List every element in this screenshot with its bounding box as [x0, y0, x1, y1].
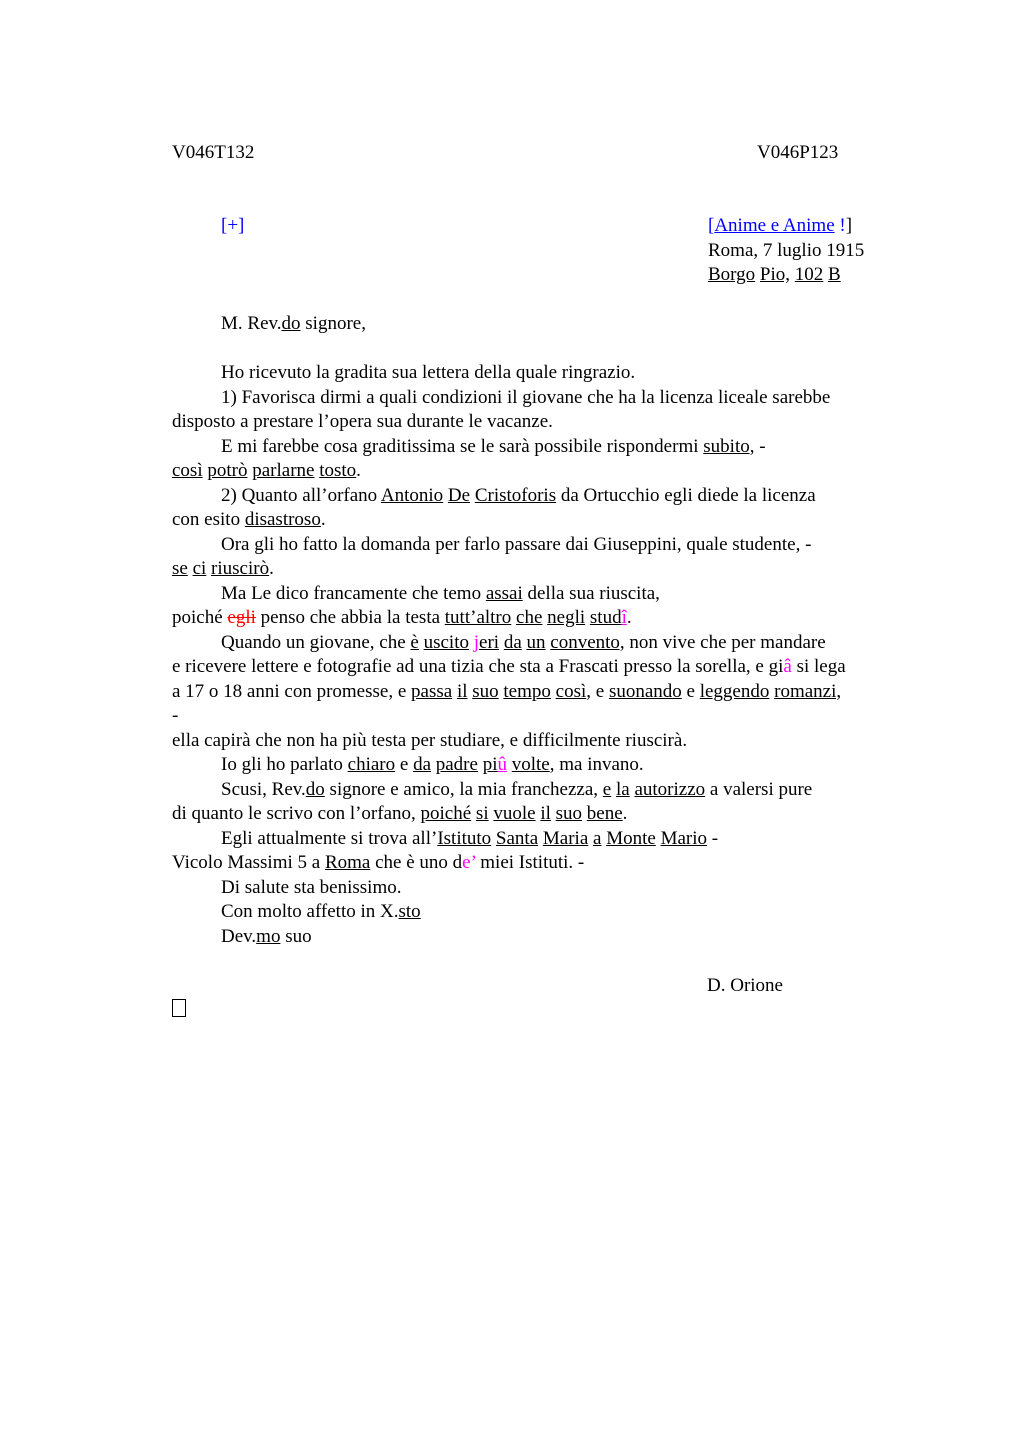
text-segment: convento, [550, 631, 625, 653]
text-segment: se [172, 558, 188, 579]
text-segment: Maria [542, 827, 589, 849]
text-segment: Santa [495, 827, 539, 849]
text-segment: . [320, 509, 326, 530]
text-segment: parlarne [252, 460, 315, 481]
text-segment: leggendo [699, 680, 770, 702]
positioned-text-group [707, 974, 783, 999]
text-segment: - [172, 705, 179, 726]
text-segment: Egli attualmente si trova all’ [221, 827, 438, 849]
text-line [172, 729, 895, 754]
text-segment: Vicolo Massimi 5 a [172, 852, 325, 873]
text-line [172, 802, 895, 827]
text-segment: da Ortucchio egli diede la licenza [556, 484, 816, 506]
text-segment: a valersi pure [705, 778, 813, 800]
text-segment: di quanto le scrivo con l’orfano, [172, 803, 421, 824]
text-segment: eri [479, 631, 500, 653]
text-segment: Quando un giovane, che [221, 631, 411, 653]
anime-e-anime-link[interactable]: Anime e Anime [714, 215, 835, 236]
text-line [172, 557, 895, 582]
text-line [172, 312, 895, 337]
text-line [172, 435, 895, 460]
text-segment: e [681, 680, 700, 702]
letter-body [172, 214, 895, 1023]
text-segment: D. Orione [707, 974, 783, 996]
page-reference-left: V046T132 [172, 142, 255, 163]
text-segment: suo [555, 803, 583, 824]
text-segment: 1) Favorisca dirmi a quali condizioni il giovane che ha la licenza liceale sarebbe [221, 386, 831, 408]
text-segment: e ricevere lettere e fotografie ad una tizia che sta a Frascati presso la sorella, e gi [172, 656, 784, 677]
text-line [172, 851, 895, 876]
text-segment: padre [435, 754, 478, 775]
text-segment: Ma Le dico francamente che temo [221, 582, 486, 604]
text-segment: Dev. [221, 925, 257, 947]
text-line [172, 508, 895, 533]
text-segment: vuole [493, 803, 536, 824]
text-segment: E mi farebbe cosa graditissima se le sarà possibile rispondermi [221, 435, 704, 457]
text-line [172, 533, 895, 558]
text-segment: do [305, 778, 325, 800]
text-segment: mo [256, 925, 281, 947]
text-segment: che è uno d [370, 852, 463, 873]
text-segment: , e [586, 680, 609, 702]
text-segment: De [447, 484, 471, 506]
text-line [172, 361, 895, 386]
text-segment: si [475, 803, 489, 824]
text-segment: e [602, 778, 612, 800]
text-segment: [+] [221, 215, 245, 236]
text-segment: passa [411, 680, 453, 702]
text-line [172, 704, 895, 729]
text-segment: Con molto affetto in X. [221, 901, 399, 922]
text-segment: da [413, 754, 431, 775]
text-segment: romanzi, [774, 680, 842, 702]
text-segment: - [754, 435, 766, 457]
text-segment: assai [485, 582, 523, 604]
text-segment: Roma [324, 852, 371, 873]
text-segment: tutt’altro [444, 607, 512, 628]
text-segment: suo [280, 925, 312, 947]
text-segment: stud [589, 607, 622, 628]
emended-letter: î [621, 607, 627, 628]
text-segment: Ho ricevuto la gradita sua lettera della quale ringrazio. [221, 362, 636, 383]
text-segment: Istituto [437, 827, 492, 849]
text-line [172, 827, 895, 852]
text-segment: Antonio [380, 484, 444, 506]
text-segment: sto [398, 901, 421, 922]
text-line [172, 484, 895, 509]
text-segment: potrò [207, 460, 248, 481]
text-segment: e [395, 754, 414, 775]
text-segment: bene [586, 803, 623, 824]
text-segment: pi [482, 754, 498, 775]
text-segment: è [410, 631, 419, 653]
text-segment: , ma invano. [549, 754, 644, 775]
text-line [172, 876, 895, 901]
text-line [172, 680, 895, 705]
text-segment: ci [192, 558, 207, 579]
text-segment: Scusi, Rev. [221, 778, 306, 800]
text-segment: a 17 o 18 anni con promesse, e [172, 680, 412, 702]
text-segment: con esito [172, 509, 245, 530]
text-line [172, 974, 895, 999]
text-segment: negli [547, 607, 586, 628]
text-line [172, 410, 895, 435]
text-line [172, 214, 895, 239]
text-segment: così [555, 680, 587, 702]
text-line [172, 900, 895, 925]
text-line [172, 925, 895, 950]
text-line [172, 631, 895, 656]
text-segment: subito, [703, 435, 755, 457]
text-segment: . [626, 607, 632, 628]
positioned-text-group [708, 239, 864, 264]
text-segment: non vive che per mandare [624, 631, 826, 653]
positioned-text-group [708, 263, 841, 288]
text-segment: - [707, 827, 719, 849]
text-segment: da [503, 631, 522, 653]
text-segment: . [269, 558, 274, 579]
text-segment: Io gli ho parlato [221, 754, 348, 775]
text-segment: Monte [606, 827, 656, 849]
text-line [172, 337, 895, 362]
emended-letter: j [473, 631, 480, 653]
text-segment: . [356, 460, 361, 481]
text-segment: suonando [608, 680, 682, 702]
text-segment: a [593, 827, 602, 849]
text-line [172, 582, 895, 607]
text-segment: si lega [791, 656, 846, 677]
text-segment: 2) Quanto all’orfano [221, 484, 381, 506]
emended-letter: û [497, 754, 507, 775]
text-line [172, 655, 895, 680]
text-segment: Mario [660, 827, 707, 849]
text-line [172, 949, 895, 974]
text-segment: [ [708, 215, 715, 236]
text-segment: tempo [503, 680, 551, 702]
text-line [172, 386, 895, 411]
text-segment: miei Istituti. - [475, 852, 585, 873]
text-segment: poiché [172, 607, 228, 628]
page-reference-right: V046P123 [757, 142, 839, 163]
text-segment: . [622, 803, 628, 824]
text-line [172, 606, 895, 631]
text-segment: un [526, 631, 546, 653]
text-line [172, 459, 895, 484]
deleted-word: egli [227, 607, 256, 628]
text-segment: Pio, [759, 264, 791, 285]
text-line [172, 239, 895, 264]
text-line [172, 263, 895, 288]
text-segment: tosto [319, 460, 357, 481]
text-segment: suo [472, 680, 499, 702]
text-line [172, 778, 895, 803]
text-segment: 102 [794, 264, 824, 285]
text-segment: Ora gli ho fatto la domanda per farlo passare dai Giuseppini, quale studente, - [221, 533, 812, 555]
text-segment: riuscirò [211, 558, 270, 579]
text-line [172, 998, 895, 1023]
text-segment: uscito [423, 631, 469, 653]
text-segment: disastroso [244, 509, 321, 530]
text-segment: disposto a prestare l’opera sua durante le vacanze. [172, 411, 553, 432]
text-segment: ella capirà che non ha più testa per studiare, e difficilmente riuscirà. [172, 729, 688, 751]
text-segment: signore e amico, la mia franchezza, [324, 778, 603, 800]
text-segment: la [615, 778, 630, 800]
text-segment: così [172, 460, 203, 481]
text-segment: Di salute sta benissimo. [221, 876, 402, 898]
text-segment: poiché [420, 803, 472, 824]
text-line [172, 288, 895, 313]
text-line [172, 753, 895, 778]
text-segment: M. Rev. [221, 313, 282, 334]
text-segment: penso che abbia la testa [255, 607, 445, 628]
text-segment: il [456, 680, 468, 702]
text-segment: ! [834, 215, 846, 236]
text-segment: della sua riuscita, [522, 582, 660, 604]
text-segment: Roma, 7 luglio 1915 [708, 239, 865, 261]
emended-letter: â [783, 656, 792, 677]
text-segment: signore, [300, 313, 366, 334]
text-segment: Cristoforis [474, 484, 557, 506]
text-segment: volte [511, 754, 550, 775]
text-segment: il [540, 803, 551, 824]
text-segment: Borgo [708, 264, 756, 285]
text-segment: che [516, 607, 543, 628]
missing-glyph-box [172, 999, 186, 1017]
emended-letter: e’ [462, 852, 476, 873]
positioned-text-group [708, 214, 852, 239]
text-segment: do [281, 313, 301, 334]
text-segment: chiaro [347, 754, 396, 775]
text-segment: autorizzo [634, 778, 706, 800]
text-segment: B [828, 264, 841, 285]
text-segment: ] [845, 215, 853, 236]
